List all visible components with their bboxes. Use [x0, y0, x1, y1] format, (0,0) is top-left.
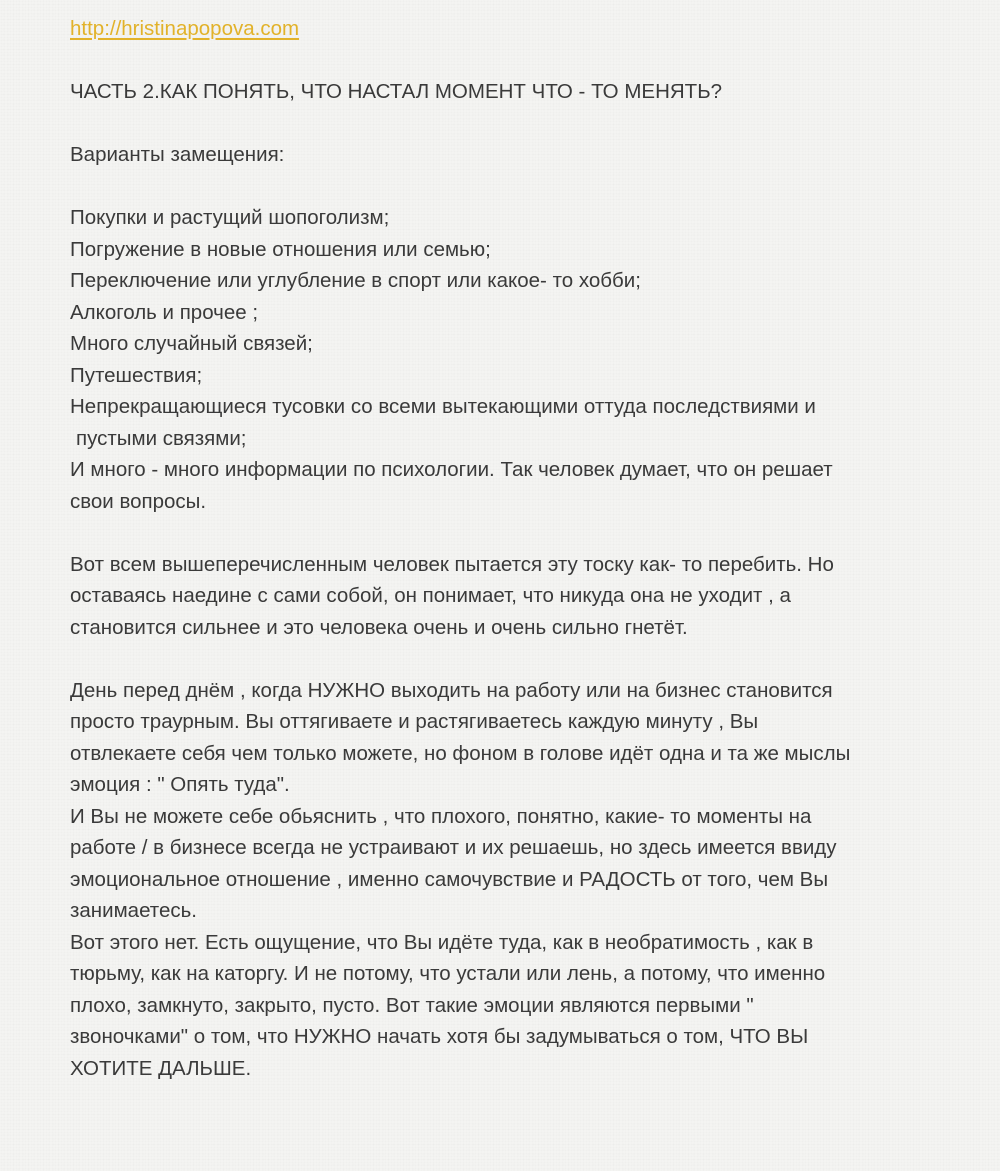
paragraph-line: оставаясь наедине с сами собой, он понимает, что никуда она не уходит , а	[70, 584, 791, 607]
paragraph-line: День перед днём , когда НУЖНО выходить на работу или на бизнес становится	[70, 678, 833, 702]
spacer	[70, 517, 950, 549]
paragraph-line: И Вы не можете себе обьяснить , что плохого, понятно, какие- то моменты на	[70, 804, 812, 828]
paragraph-line: становится сильнее и это человека очень и очень сильно гнетёт.	[70, 615, 688, 639]
spacer	[70, 643, 950, 675]
paragraph-line: занимаетесь.	[70, 899, 197, 922]
list-item-continuation: пустыми связями;	[76, 426, 247, 450]
spacer	[70, 171, 950, 203]
paragraph-line: работе / в бизнесе всегда не устраивают и их решаешь, но здесь имеется ввиду	[70, 836, 837, 859]
list-item: Путешествия;	[70, 363, 203, 387]
list-item: И много - много информации по психологии. Так человек думает, что он решает	[70, 458, 833, 481]
list-item: Непрекращающиеся тусовки со всеми вытекающими оттуда последствиями и	[70, 395, 816, 418]
spacer	[70, 108, 950, 140]
paragraph-line: звоночками" о том, что НУЖНО начать хотя бы задумываться о том, ЧТО ВЫ	[70, 1025, 809, 1048]
spacer	[70, 45, 950, 77]
paragraph-line: просто траурным. Вы оттягиваете и растягиваетесь каждую минуту , Вы	[70, 710, 759, 733]
paragraph-line: плохо, замкнуто, закрыто, пусто. Вот такие эмоции являются первыми "	[70, 993, 754, 1017]
paragraph-line: Вот всем вышеперечисленным человек пытается эту тоску как- то перебить. Но	[70, 552, 834, 576]
paragraph-line: эмоция : " Опять туда".	[70, 773, 290, 796]
list-item: Покупки и растущий шопоголизм;	[70, 206, 390, 229]
paragraph-line: тюрьму, как на каторгу. И не потому, что устали или лень, а потому, что именно	[70, 962, 826, 985]
website-link[interactable]: http://hristinapopova.com	[70, 17, 300, 40]
document-body	[70, 13, 950, 1084]
paragraph-line: ХОТИТЕ ДАЛЬШЕ.	[70, 1056, 252, 1080]
list-title: Варианты замещения:	[70, 143, 285, 166]
section-heading: ЧАСТЬ 2.КАК ПОНЯТЬ, ЧТО НАСТАЛ МОМЕНТ ЧТО - ТО МЕНЯТЬ?	[70, 80, 723, 103]
paragraph-line: Вот этого нет. Есть ощущение, что Вы идёте туда, как в необратимость , как в	[70, 930, 814, 954]
list-item-continuation: свои вопросы.	[70, 489, 207, 513]
list-item: Алкоголь и прочее ;	[70, 300, 259, 324]
list-item: Погружение в новые отношения или семью;	[70, 237, 491, 261]
list-item: Много случайный связей;	[70, 332, 313, 355]
paragraph-line: эмоциональное отношение , именно самочувствие и РАДОСТЬ от того, чем Вы	[70, 867, 829, 891]
list-item: Переключение или углубление в спорт или какое- то хобби;	[70, 269, 641, 292]
paragraph-line: отвлекаете себя чем только можете, но фоном в голове идёт одна и та же мыслы	[70, 741, 851, 765]
